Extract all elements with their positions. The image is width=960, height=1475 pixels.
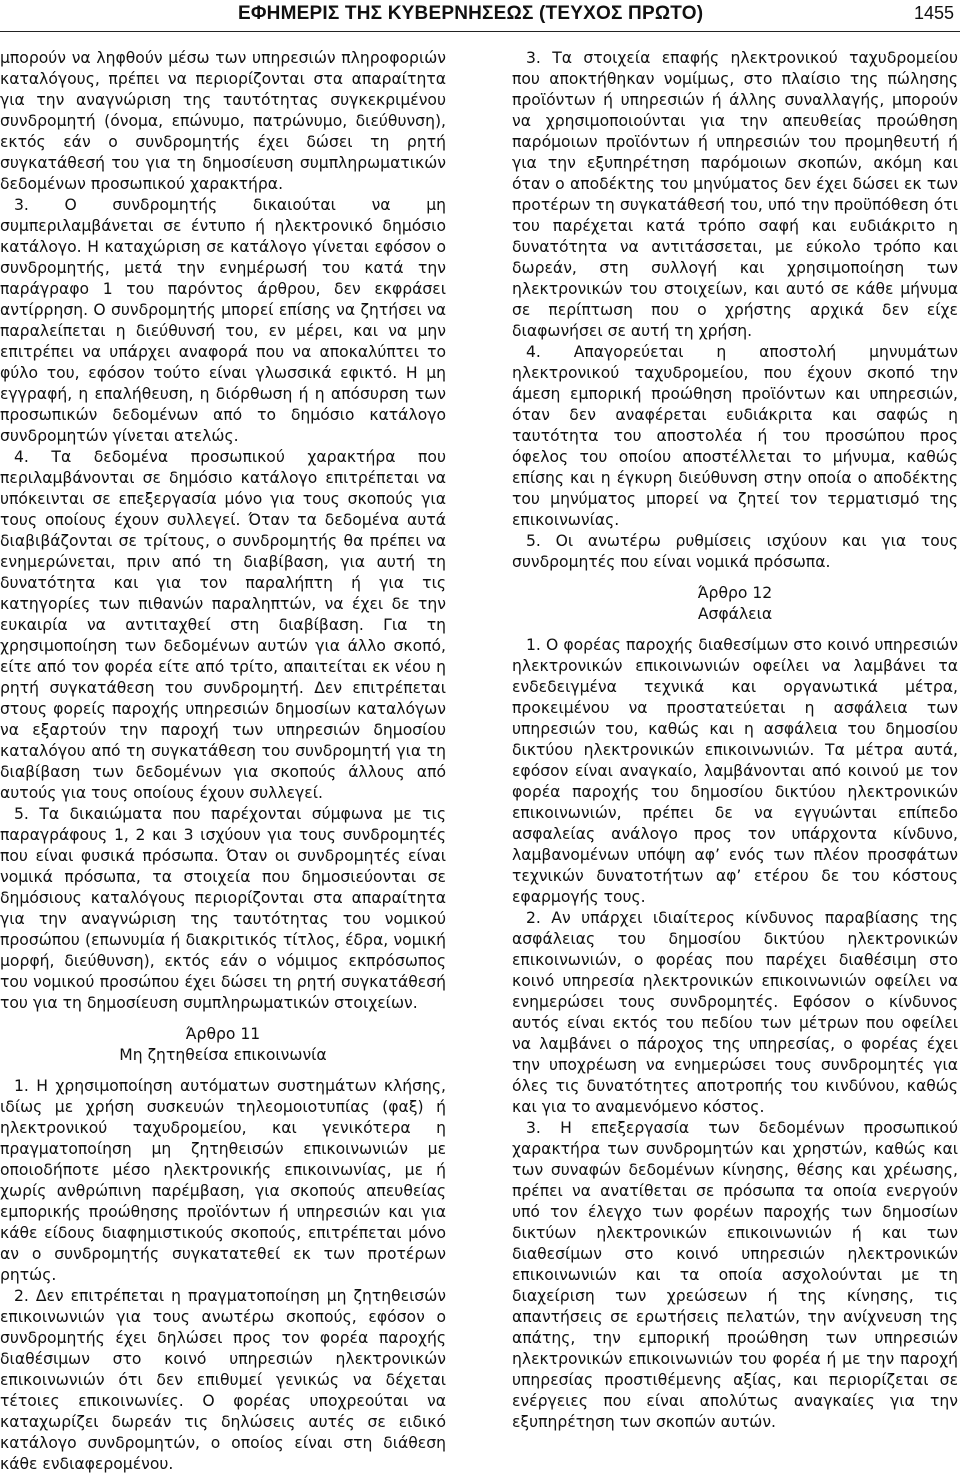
- article-11-paragraph-3: 3. Τα στοιχεία επαφής ηλεκτρονικού ταχυδρομείου που αποκτήθηκαν νομίμως, στο πλαίσιο της πώλησης προϊόντων ή υπηρεσιών ή άλλης συναλλαγής, μπορούν να χρησιμοποιούνται για την απευθείας προώθηση παρόμοιων προϊόντων ή υπηρεσιών του προμηθευτή ή για την εξυπηρέτηση παρόμοιων σκοπών, ακόμη και όταν ο αποδέκτης του μηνύματος δεν έχει δώσει εκ των προτέρων τη συγκατάθεσή του, υπό την προϋπόθεση ότι του παρέχεται κατά τρόπο σαφή και ευδιάκριτο η δυνατότητα να αντιτάσσεται, με εύκολο τρόπο και δωρεάν, στη συλλογή και χρησιμοποίηση των ηλεκτρονικών του στοιχείων, και αυτό σε κάθε μήνυμα σε περίπτωση που ο χρήστης αρχικά δεν είχε διαφωνήσει σε αυτή τη χρήση.: [512, 49, 958, 340]
- article-11-paragraph-1: 1. Η χρησιμοποίηση αυτόματων συστημάτων κλήσης, ιδίως με χρήση συσκευών τηλεομοιοτυπίας (φαξ) ή ηλεκτρονικού ταχυδρομείου, και γενικότερα η πραγματοποίηση μη ζητηθεισών επικοινωνιών με οποιοδήποτε μέσο ηλεκτρονικής επικοινωνίας, με ή χωρίς ανθρώπινη παρέμβαση, για σκοπούς απευθείας εμπορικής προώθησης προϊόντων ή υπηρεσιών και για κάθε είδους διαφημιστικούς σκοπούς, επιτρέπεται μόνο αν ο συνδρομητής συγκατατεθεί εκ των προτέρων ρητώς.: [0, 1077, 446, 1284]
- paragraph-4: 4. Τα δεδομένα προσωπικού χαρακτήρα που περιλαμβάνονται σε δημόσιο κατάλογο επιτρέπεται να υπόκεινται σε επεξεργασία μόνο για τους σκοπούς για τους οποίους έχουν συλλεγεί. Όταν τα δεδομένα αυτά διαβιβάζονται σε τρίτους, ο συνδρομητής θα πρέπει να ενημερώνεται, πριν από τη διαβίβαση, για αυτή τη δυνατότητα και για τον παραλήπτη ή για τις κατηγορίες των πιθανών παραληπτών, να έχει δε την ευκαιρία να αντιταχθεί στη διαβίβαση. Για τη χρησιμοποίηση των δεδομένων αυτών για άλλο σκοπό, είτε από τον φορέα είτε από τρίτο, απαιτείται εκ νέου η ρητή συγκατάθεση του συνδρομητή. Δεν επιτρέπεται στους φορείς παροχής υπηρεσιών δημοσίων καταλόγων να εξαρτούν την παροχή των υπηρεσιών δημοσίου καταλόγου από τη συγκατάθεση του συνδρομητή για τη διαβίβαση των δεδομένων για σκοπούς άλλους από αυτούς για τους οποίους έχουν συλλεγεί.: [0, 448, 446, 802]
- spacer: [512, 625, 958, 635]
- right-column: [512, 48, 958, 1433]
- article-11-number: Άρθρο 11: [185, 1025, 261, 1043]
- article-12-number: Άρθρο 12: [697, 584, 773, 602]
- page-number: 1455: [913, 3, 954, 23]
- article-12-title: Ασφάλεια: [697, 605, 773, 623]
- article-12-paragraph-1: 1. Ο φορέας παροχής διαθεσίμων στο κοινό υπηρεσιών ηλεκτρονικών επικοινωνιών οφείλει να λαμβάνει τα ενδεδειγμένα τεχνικά και οργανωτικά μέτρα, προκειμένου να προστατεύεται η ασφάλεια των υπηρεσιών του, καθώς και η ασφάλεια του δημοσίου δικτύου ηλεκτρονικών επικοινωνιών. Τα μέτρα αυτά, εφόσον είναι αναγκαίο, λαμβάνονται από κοινού με τον φορέα παροχής του δημοσίου δικτύου ηλεκτρονικών επικοινωνιών, πρέπει δε να εγγυώνται επίπεδο ασφαλείας ανάλογο προς τον υπάρχοντα κίνδυνο, λαμβανομένων υπόψη αφ’ ενός των πλέον προσφάτων τεχνικών δυνατοτήτων αφ’ ετέρου δε του κόστους εφαρμογής τους.: [512, 636, 958, 906]
- spacer: [0, 1014, 446, 1024]
- left-column: [0, 48, 446, 1475]
- article-11-paragraph-4: 4. Απαγορεύεται η αποστολή μηνυμάτων ηλεκτρονικού ταχυδρομείου, που έχουν σκοπό την άμεση εμπορική προώθηση προϊόντων και υπηρεσιών, όταν δεν αναφέρεται ευδιάκριτα και σαφώς η ταυτότητα του αποστολέα ή του προσώπου προς όφελος του οποίου αποστέλλεται το μήνυμα, καθώς επίσης και η έγκυρη διεύθυνση στην οποία ο αποδέκτης του μηνύματος μπορεί να ζητεί τον τερματισμό της επικοινωνίας.: [512, 343, 958, 529]
- article-11-paragraph-5: 5. Οι ανωτέρω ρυθμίσεις ισχύουν και για τους συνδρομητές που είναι νομικά πρόσωπα.: [512, 532, 958, 571]
- article-12-paragraph-3: 3. Η επεξεργασία των δεδομένων προσωπικού χαρακτήρα των συνδρομητών και χρηστών, καθώς και των συναφών δεδομένων κίνησης, θέσης και χρέωσης, πρέπει να ανατίθεται σε πρόσωπα τα οποία ενεργούν υπό τον έλεγχο των φορέων παροχής των δημοσίων δικτύων ηλεκτρονικών επικοινωνιών ή και των διαθεσίμων στο κοινό υπηρεσιών ηλεκτρονικών επικοινωνιών και τα οποία ασχολούνται με τη διαχείριση των χρεώσεων ή της κίνησης, τις απαντήσεις σε ερωτήσεις πελατών, την ανίχνευση της απάτης, την εμπορική προώθηση των υπηρεσιών ηλεκτρονικών επικοινωνιών του φορέα ή με την παροχή υπηρεσίας προστιθέμενης αξίας, και περιορίζεται σε ενέργειες που είναι απολύτως αναγκαίες για την εξυπηρέτηση των σκοπών αυτών.: [512, 1119, 958, 1431]
- paragraph-3: 3. Ο συνδρομητής δικαιούται να μη συμπεριλαμβάνεται σε έντυπο ή ηλεκτρονικό δημόσιο κατάλογο. Η καταχώριση σε κατάλογο γίνεται εφόσον ο συνδρομητής, μετά την ενημέρωσή του κατά την παράγραφο 1 του παρόντος άρθρου, δεν εκφράσει αντίρρηση. Ο συνδρομητής μπορεί επίσης να ζητήσει να παραλείπεται η διεύθυνσή του, εν μέρει, και να μην επιτρέπει να υπάρχει αναφορά που να αποκαλύπτει το φύλο του, εφόσον τούτο είναι γλωσσικά εφικτό. Η μη εγγραφή, η επαλήθευση, η διόρθωση ή η απόσυρση των προσωπικών δεδομένων από το δημόσιο κατάλογο συνδρομητών γίνεται ατελώς.: [0, 196, 446, 445]
- paragraph-continued: μπορούν να ληφθούν μέσω των υπηρεσιών πληροφοριών καταλόγους, πρέπει να περιορίζονται στα απαραίτητα για την αναγνώριση της ταυτότητας συγκεκριμένου συνδρομητή (όνομα, επώνυμο, πατρώνυμο, διεύθυνση), εκτός εάν ο συνδρομητής έχει δώσει τη ρητή συγκατάθεσή του για τη δημοσίευση συμπληρωματικών δεδομένων προσωπικού χαρακτήρα.: [0, 49, 446, 193]
- paragraph-5: 5. Τα δικαιώματα που παρέχονται σύμφωνα με τις παραγράφους 1, 2 και 3 ισχύουν για τους συνδρομητές που είναι φυσικά πρόσωπα. Όταν οι συνδρομητές είναι νομικά πρόσωπα, τα στοιχεία που δημοσιεύονται σε δημόσιους καταλόγους περιορίζονται στα απαραίτητα για την αναγνώριση της ταυτότητας του νομικού προσώπου (επωνυμία ή διακριτικός τίτλος, έδρα, νομική μορφή, διεύθυνση), εκτός εάν ο νόμιμος εκπρόσωπος του νομικού προσώπου έχει δώσει τη ρητή συγκατάθεσή του για τη δημοσίευση συμπληρωματικών στοιχείων.: [0, 805, 446, 1012]
- spacer: [512, 573, 958, 583]
- article-12-paragraph-2: 2. Αν υπάρχει ιδιαίτερος κίνδυνος παραβίασης της ασφάλειας του δημοσίου δικτύου ηλεκτρονικών επικοινωνιών, ο φορέας που παρέχει διαθέσιμη στο κοινό υπηρεσία ηλεκτρονικών επικοινωνιών οφείλει να ενημερώσει τους συνδρομητές. Εφόσον ο κίνδυνος αυτός είναι εκτός του πεδίου των μέτρων που οφείλει να λαμβάνει ο πάροχος της υπηρεσίας, ο φορέας έχει την υποχρέωση να ενημερώσει τους συνδρομητές για όλες τις δυνατότητες αποτροπής του κινδύνου, καθώς και για το αναμενόμενο κόστος.: [512, 909, 958, 1116]
- page-header: [0, 0, 960, 30]
- article-11-paragraph-2: 2. Δεν επιτρέπεται η πραγματοποίηση μη ζητηθεισών επικοινωνιών για τους ανωτέρω σκοπούς, εφόσον ο συνδρομητής έχει δηλώσει προς τον φορέα παροχής διαθέσιμων στο κοινό υπηρεσιών ηλεκτρονικών επικοινωνιών ότι δεν επιθυμεί γενικώς να δέχεται τέτοιες επικοινωνίες. Ο φορέας υποχρεούται να καταχωρίζει δωρεάν τις δηλώσεις αυτές σε ειδικό κατάλογο συνδρομητών, ο οποίος είναι στη διάθεση κάθε ενδιαφερομένου.: [0, 1287, 446, 1473]
- spacer: [0, 1066, 446, 1076]
- header-divider: [0, 31, 960, 32]
- gazette-title: ΕΦΗΜΕΡΙΣ ΤΗΣ ΚΥΒΕΡΝΗΣΕΩΣ (ΤΕΥΧΟΣ ΠΡΩΤΟ): [238, 3, 704, 24]
- article-11-title: Μη ζητηθείσα επικοινωνία: [119, 1046, 327, 1064]
